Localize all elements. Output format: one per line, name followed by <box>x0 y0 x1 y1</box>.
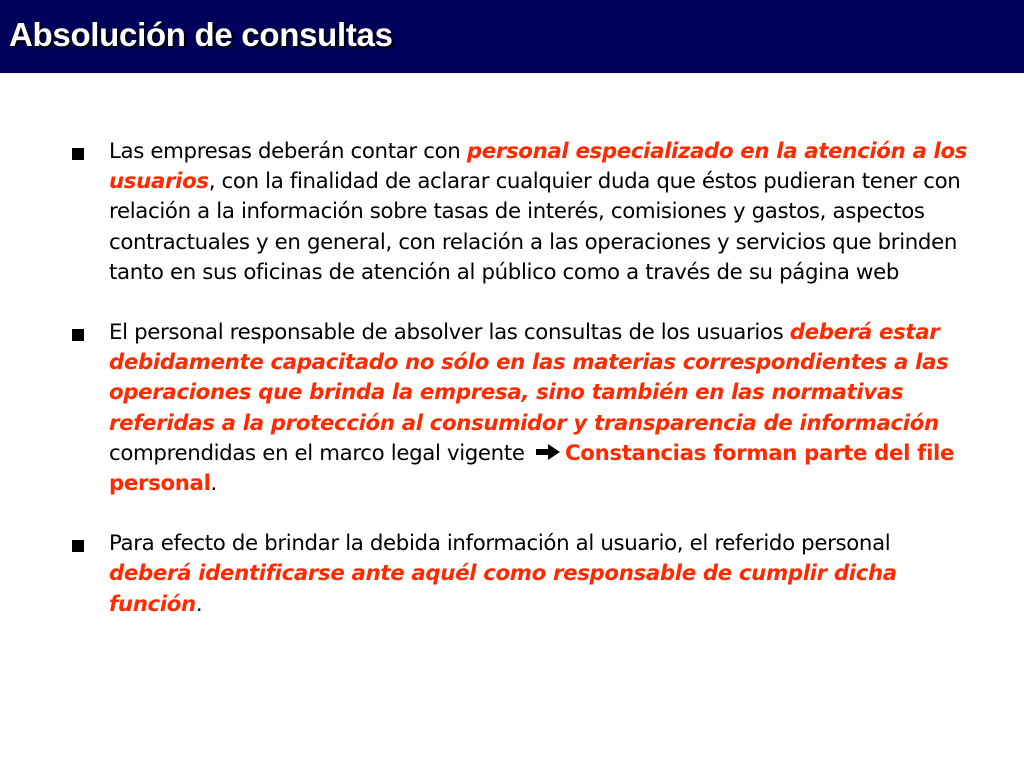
bullet-2-emphasis: Constancias forman parte del file personal <box>109 440 955 497</box>
bullet-1-highlight: personal especializado en la atención a los usuarios <box>109 139 968 195</box>
bullet-item-3 <box>72 529 977 620</box>
bullet-3-highlight: deberá identificarse ante aquél como responsable de cumplir dicha función <box>109 561 897 617</box>
bullet-2-highlight: deberá estar debidamente capacitado no sólo en las materias correspondientes a las operaciones que brinda la empresa, sino también en las normativas referidas a la protección al consumidor y transparencia de información <box>109 320 949 436</box>
right-arrow-icon <box>535 443 561 461</box>
bullet-list <box>72 137 977 620</box>
slide-title: Absolución de consultas <box>9 16 393 53</box>
square-bullet-icon <box>72 329 84 341</box>
bullet-2-text: El personal responsable de absolver las consultas de los usuarios <box>109 320 790 346</box>
bullet-1-text: Las empresas deberán contar con <box>109 139 467 164</box>
bullet-2-text-cont: comprendidas en el marco legal vigente <box>109 440 532 466</box>
title-bar <box>0 0 1024 73</box>
square-bullet-icon <box>72 540 84 552</box>
bullet-item-2 <box>72 318 977 499</box>
bullet-2-period: . <box>210 471 217 497</box>
bullet-item-1 <box>72 137 977 288</box>
bullet-3-text: Para efecto de brindar la debida información al usuario, el referido personal <box>109 531 891 557</box>
bullet-3-period: . <box>195 591 203 617</box>
square-bullet-icon <box>72 148 84 160</box>
bullet-1-text-cont: , con la finalidad de aclarar cualquier duda que éstos pudieran tener con relación a la información sobre tasas de interés, comisiones y gastos, aspectos contractuales y en general, con relación a las operaciones y servicios que brinden tanto en sus oficinas de atención al público como a través de su página web <box>109 169 961 285</box>
